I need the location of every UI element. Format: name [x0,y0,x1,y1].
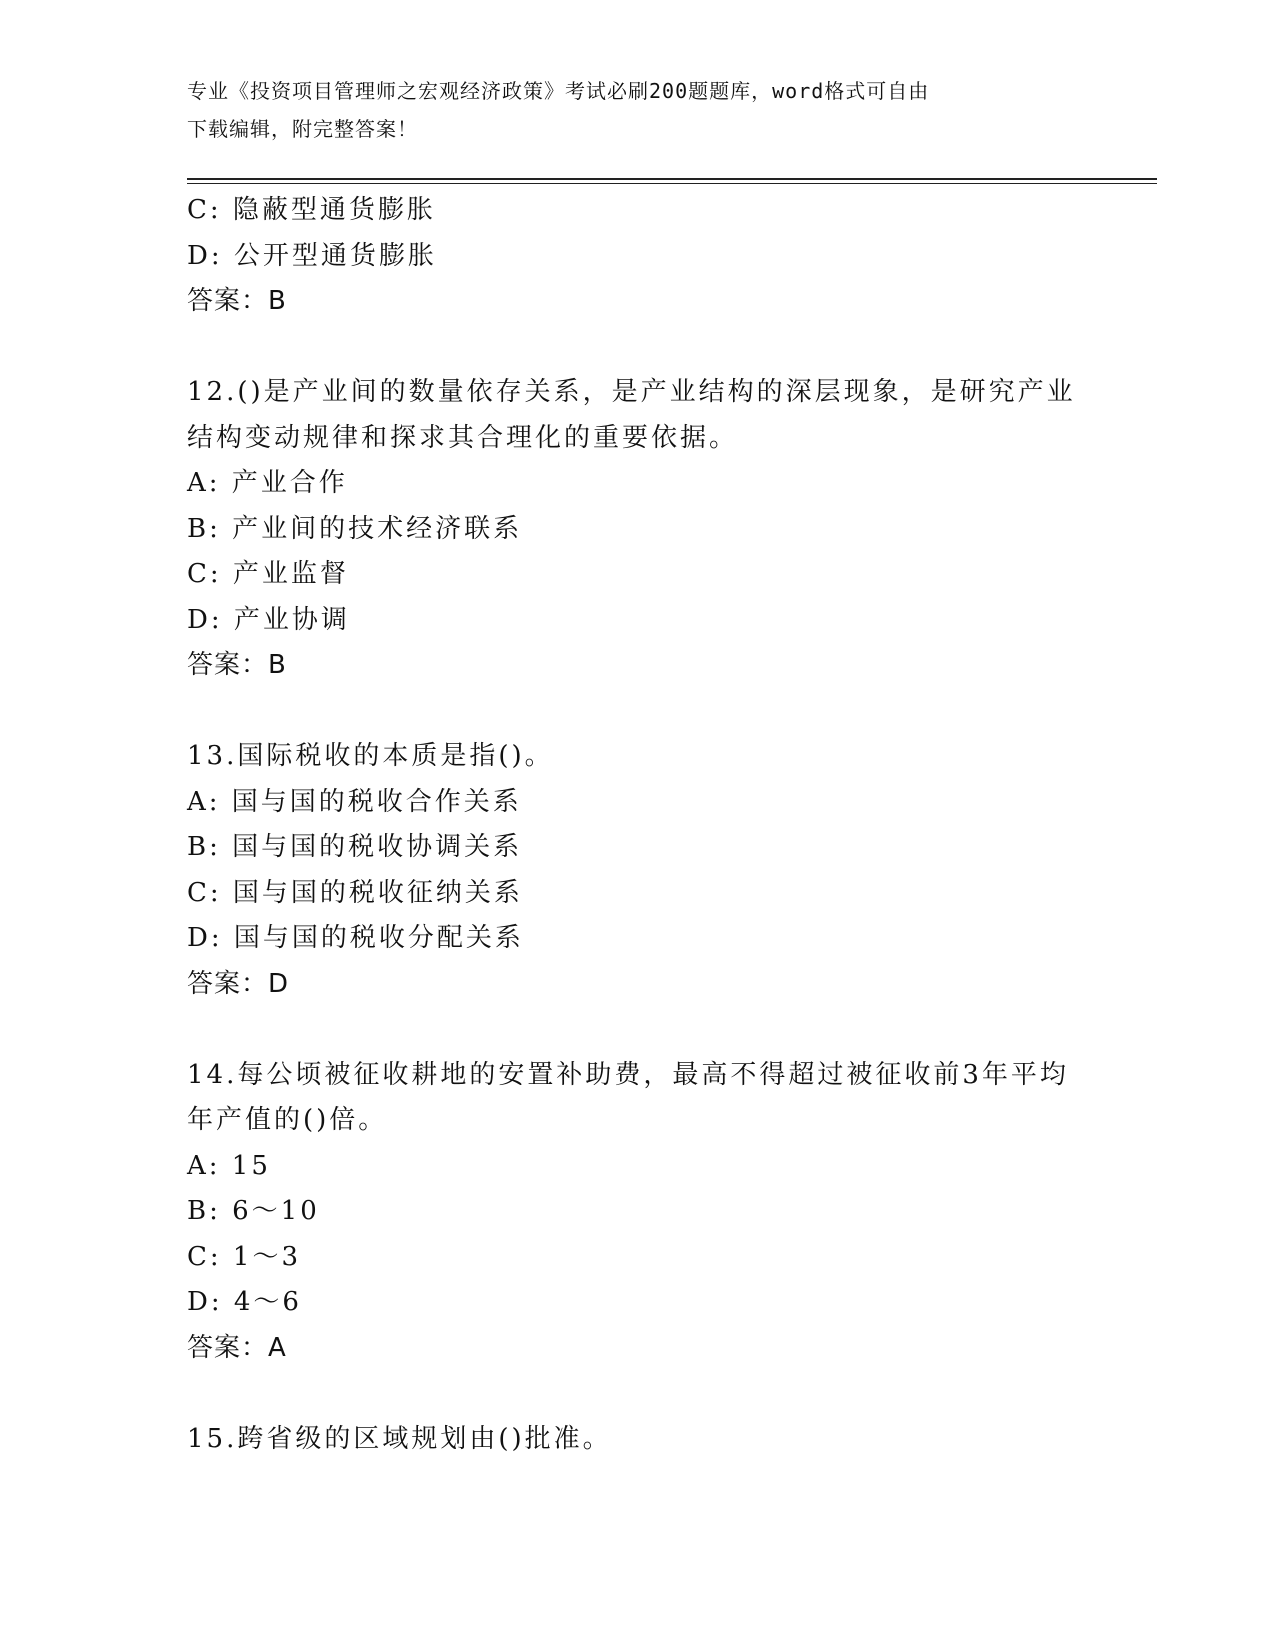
option-c: C: 1～3 [187,1241,302,1272]
question-11 [187,188,1087,325]
question-stem-line-1: 15.跨省级的区域规划由()批准。 [187,1423,612,1454]
question-15 [187,1417,1087,1463]
answer: 答案：A [187,1332,287,1363]
option-d: D: 公开型通货膨胀 [187,240,437,271]
option-d: D: 国与国的税收分配关系 [187,923,524,953]
spacer [187,325,1087,371]
header-divider-thick [187,178,1157,180]
spacer [187,689,1087,735]
spacer [187,1007,1087,1053]
spacer [187,1371,1087,1417]
option-b: B: 产业间的技术经济联系 [187,513,523,544]
question-13 [187,734,1087,1007]
option-b: B: 6～10 [187,1196,320,1226]
option-d: D: 产业协调 [187,604,350,635]
question-stem-line-1: 14.每公顷被征收耕地的安置补助费，最高不得超过被征收前3年平均 [187,1059,1069,1090]
option-c: C: 隐蔽型通货膨胀 [187,195,436,225]
question-14 [187,1053,1087,1372]
question-list [187,188,1087,1462]
option-c: C: 产业监督 [187,559,349,589]
option-b: B: 国与国的税收协调关系 [187,832,523,862]
option-c: C: 国与国的税收征纳关系 [187,877,523,908]
option-a: A: 15 [187,1150,271,1181]
header-title-line-1: 专业《投资项目管理师之宏观经济政策》考试必刷200题题库，word格式可自由 [187,79,930,103]
question-stem-line-1: 13.国际税收的本质是指()。 [187,741,554,771]
document-header [187,72,1067,148]
question-stem-line-2: 年产值的()倍。 [187,1105,388,1135]
answer: 答案：D [187,968,290,999]
answer: 答案：B [187,650,287,680]
header-title-line-2: 下载编辑，附完整答案！ [187,117,418,141]
option-d: D: 4～6 [187,1287,302,1317]
question-stem-line-1: 12.()是产业间的数量依存关系，是产业结构的深层现象，是研究产业 [187,377,1076,407]
option-a: A: 产业合作 [187,468,348,498]
answer: 答案：B [187,286,287,316]
header-divider-thin [187,183,1157,184]
question-stem-line-2: 结构变动规律和探求其合理化的重要依据。 [187,422,739,453]
question-12 [187,370,1087,689]
option-a: A: 国与国的税收合作关系 [187,786,522,817]
